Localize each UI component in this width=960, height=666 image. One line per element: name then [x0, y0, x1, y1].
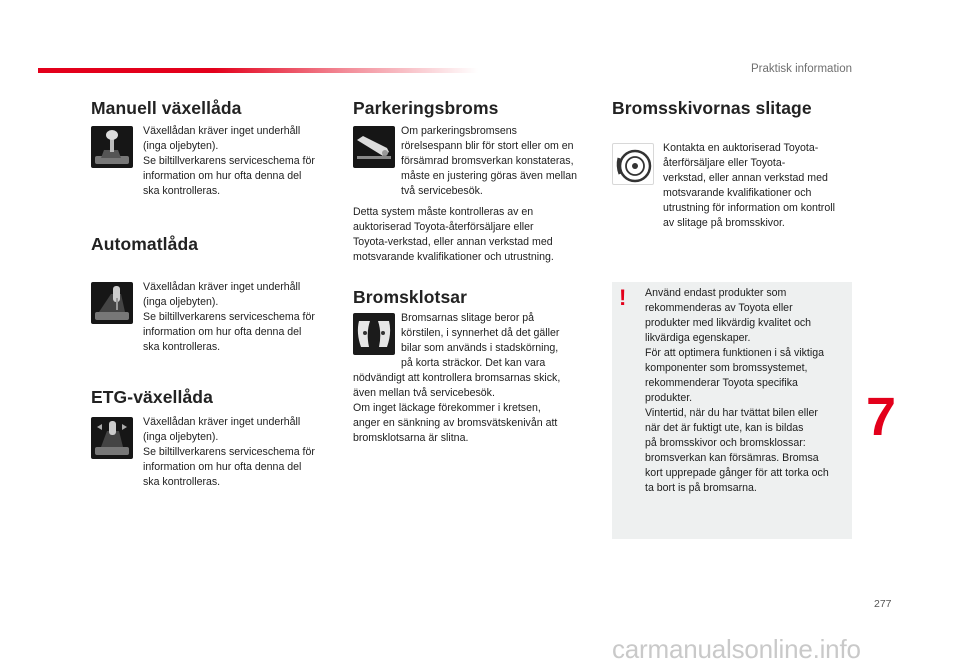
- etg-gearbox-icon: [91, 417, 133, 459]
- section-title-brake-discs: Bromsskivornas slitage: [612, 98, 812, 118]
- brake-disc-icon: [612, 143, 654, 185]
- parking-brake-text-long: Detta system måste kontrolleras av en auktoriserad Toyota-återförsäljare eller Toyota-verkstad, eller annan verkstad med motsvarande kvalifikationer och utrustning.: [353, 206, 554, 263]
- section-title-manual: Manuell växellåda: [91, 98, 242, 118]
- header-title: Praktisk information: [751, 63, 852, 75]
- chapter-number: 7: [866, 387, 897, 447]
- section-title-etg: ETG-växellåda: [91, 387, 213, 407]
- manual-gearbox-text: Växellådan kräver inget underhåll (inga oljebyten). Se biltillverkarens serviceschema för information om hur ofta denna del ska kontrolleras.: [143, 125, 315, 197]
- parking-brake-text-short: Om parkeringsbromsens rörelsespann blir för stort eller om en försämrad bromsverkan konstateras, måste en justering göras även mellan två servicebesök.: [401, 125, 578, 197]
- watermark: carmanualsonline.info: [612, 634, 861, 664]
- section-title-automatic: Automatlåda: [91, 234, 199, 254]
- header-accent-bar: [38, 68, 478, 73]
- automatic-gearbox-icon: [91, 282, 133, 324]
- page-number: 277: [874, 598, 892, 610]
- warning-text: Använd endast produkter som rekommenderas av Toyota eller produkter med likvärdig kvalitet och likvärdiga egenskaper. För att optimera funktionen i så viktiga komponenter som bromssystemet, rekommenderar Toyota specifika produkter. Vintertid, när du har tvättat bilen eller när det är fuktigt ute, kan is bildas på bromsskivor och bromsklossar: bromsverkan kan försämras. Bromsa kort upprepade gånger för att torka och ta bort is på bromsarna.: [645, 287, 829, 494]
- parking-brake-icon: [353, 126, 395, 168]
- section-title-parking-brake: Parkeringsbroms: [353, 98, 499, 118]
- brake-pads-text-short: Bromsarnas slitage beror på körstilen, i synnerhet då det gäller bilar som används i stadskörning, på korta sträckor. Det kan vara: [401, 312, 560, 369]
- automatic-gearbox-text: Växellådan kräver inget underhåll (inga oljebyten). Se biltillverkarens serviceschema för information om hur ofta denna del ska kontrolleras.: [143, 281, 315, 353]
- warning-exclamation-icon: !: [619, 285, 627, 310]
- brake-disc-text: Kontakta en auktoriserad Toyota- återförsäljare eller Toyota- verkstad, eller annan verkstad med motsvarande kvalifikationer och utrustning för information om kontroll av slitage på bromsskivor.: [663, 142, 835, 229]
- etg-gearbox-text: Växellådan kräver inget underhåll (inga oljebyten). Se biltillverkarens serviceschema för information om hur ofta denna del ska kontrolleras.: [143, 416, 315, 488]
- manual-gearbox-icon: [91, 126, 133, 168]
- section-title-brake-pads: Bromsklotsar: [353, 287, 468, 307]
- brake-pads-icon: [353, 313, 395, 355]
- brake-pads-text-long: nödvändigt att kontrollera bromsarnas skick, även mellan två servicebesök. Om inget läckage förekommer i kretsen, anger en sänkning av bromsvätskenivån att bromsklotsarna är slitna.: [353, 372, 561, 444]
